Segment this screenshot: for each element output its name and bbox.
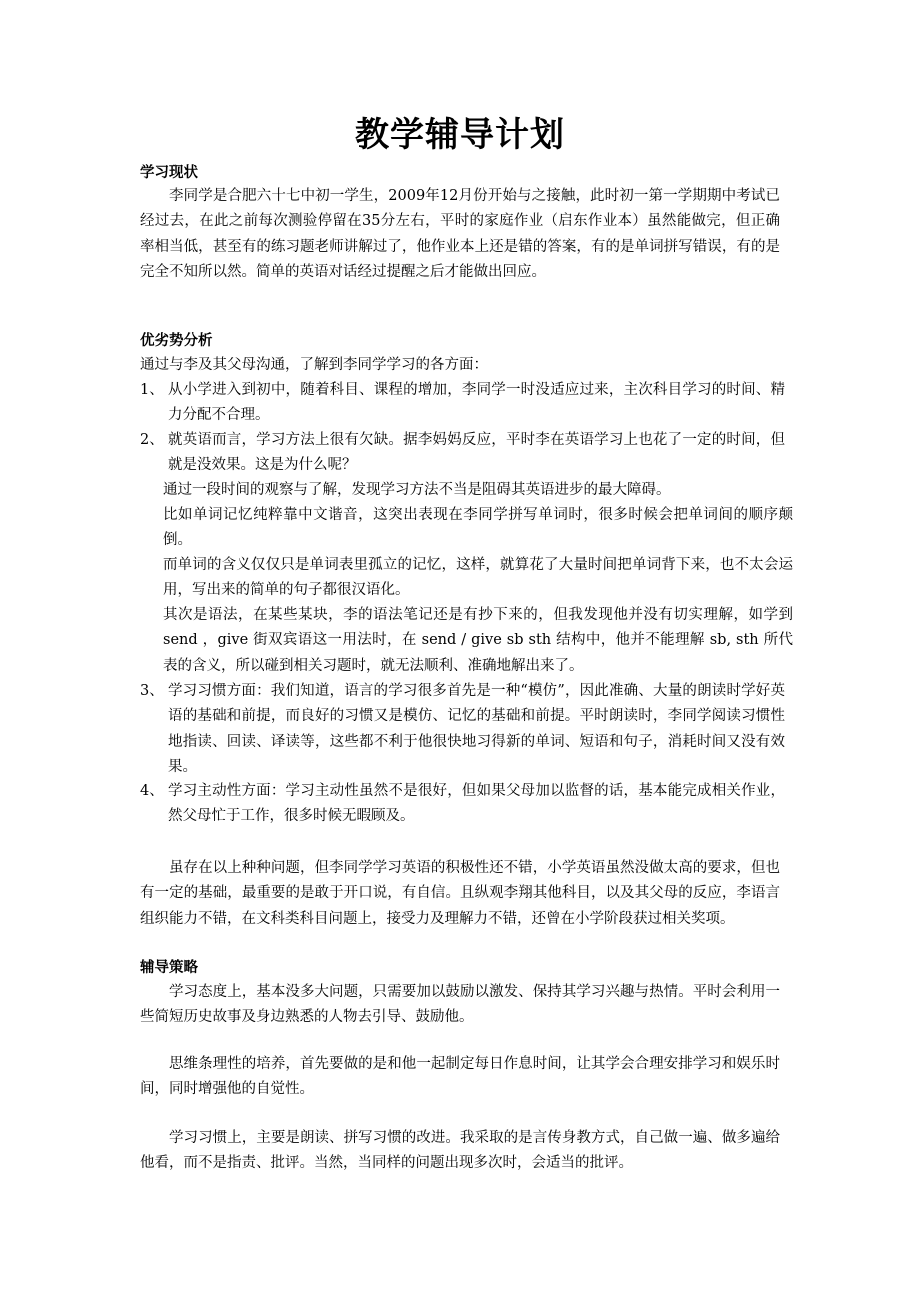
list-text: 就英语而言，学习方法上很有欠缺。据李妈妈反应，平时李在英语学习上也花了一定的时间，但就是没效果。这是为什么呢？ [168,432,785,474]
sub-paragraph-word-memory: 比如单词记忆纯粹靠中文谐音，这突出表现在李同学拼写单词时，很多时候会把单词间的顺序颠倒。 [163,507,793,549]
list-text: 学习习惯方面：我们知道，语言的学习很多首先是一种“模仿”，因此准确、大量的朗读时学好英语的基础和前提，而良好的习惯又是模仿、记忆的基础和前提。平时朗读时，李同学阅读习惯性地指读、回读、译读等，这些都不利于他很快地习得新的单词、短语和句子，消耗时间又没有效果。 [168,683,785,775]
list-text: 从小学进入到初中，随着科目、课程的增加，李同学一时没适应过来，主次科目学习的时间、精力分配不合理。 [168,382,785,424]
list-number: 1、 [140,382,164,398]
sub-paragraph-grammar: 其次是语法，在某些某块，李的语法笔记还是有抄下来的，但我发现他并没有切实理解，如学到 send ，give 街双宾语这一用法时，在 send / give sb sth 结构中，他并不能理解 sb, sth 所代表的含义，所以碰到相关习题时，就无法顺利、准确地解出来了。 [163,607,793,674]
sub-paragraph-observation: 通过一段时间的观察与了解，发现学习方法不当是阻碍其英语进步的最大障碍。 [163,482,671,498]
paragraph-analysis-intro: 通过与李及其父母沟通，了解到李同学学习的各方面： [140,357,488,373]
list-item-4 [140,779,785,830]
paragraph-strategy-attitude: 学习态度上，基本没多大问题，只需要加以鼓励以激发、保持其学习兴趣与热情。平时会利用一些简短历史故事及身边熟悉的人物去引导、鼓励他。 [140,984,780,1026]
list-text: 学习主动性方面：学习主动性虽然不是很好，但如果父母加以监督的话，基本能完成相关作业，然父母忙于工作，很多时候无暇顾及。 [168,783,785,825]
paragraph-strategy-habits: 学习习惯上，主要是朗读、拼写习惯的改进。我采取的是言传身教方式，自己做一遍、做多遍给他看，而不是指责、批评。当然，当同样的问题出现多次时，会适当的批评。 [140,1130,780,1172]
heading-study-status: 学习现状 [140,165,198,181]
paragraph-analysis-summary: 虽存在以上种种问题，但李同学学习英语的积极性还不错，小学英语虽然没做太高的要求，但也有一定的基础，最重要的是敢于开口说，有自信。且纵观李翔其他科目，以及其父母的反应，李语言组织能力不错，在文科类科目问题上，接受力及理解力不错，还曾在小学阶段获过相关奖项。 [140,860,780,927]
sub-paragraph-word-meaning: 而单词的含义仅仅只是单词表里孤立的记忆，这样，就算花了大量时间把单词背下来，也不太会运用，写出来的简单的句子都很汉语化。 [163,557,793,599]
list-number: 3、 [140,683,164,699]
list-item-3 [140,679,785,780]
paragraph-strategy-thinking: 思维条理性的培养，首先要做的是和他一起制定每日作息时间，让其学会合理安排学习和娱乐时间，同时增强他的自觉性。 [140,1056,780,1098]
paragraph-study-status: 李同学是合肥六十七中初一学生，2009年12月份开始与之接触，此时初一第一学期期中考试已经过去，在此之前每次测验停留在35分左右，平时的家庭作业（启东作业本）虽然能做完，但正确率相当低，甚至有的练习题老师讲解过了，他作业本上还是错的答案，有的是单词拼写错误，有的是完全不知所以然。简单的英语对话经过提醒之后才能做出回应。 [140,188,780,280]
list-number: 4、 [140,783,164,799]
heading-tutoring-strategy: 辅导策略 [140,960,198,976]
page-title: 教学辅导计划 [355,115,565,155]
list-item-1 [140,378,785,429]
list-item-2 [140,428,785,479]
heading-strengths-weaknesses: 优劣势分析 [140,333,213,349]
list-number: 2、 [140,432,164,448]
